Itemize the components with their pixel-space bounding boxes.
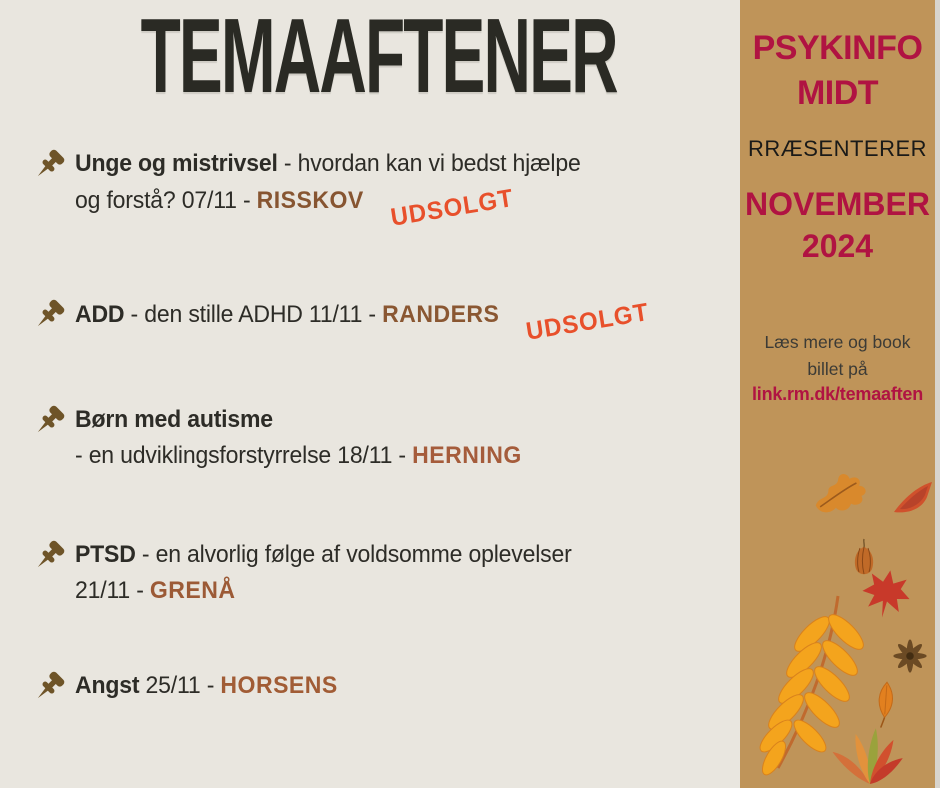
event-location: RANDERS xyxy=(382,301,500,328)
event-date: 25/11 - xyxy=(139,672,221,699)
booking-url: link.rm.dk/temaaften xyxy=(751,384,924,404)
brand-line1: PSYKINFO xyxy=(752,29,923,67)
pushpin-icon xyxy=(28,537,68,577)
event-item-add xyxy=(28,296,718,346)
month-line1: NOVEMBER xyxy=(745,186,930,222)
event-item-boern-med-autisme xyxy=(28,402,718,474)
soldout-badge: UDSOLGT xyxy=(388,183,516,232)
event-location: RISSKOV xyxy=(256,187,364,214)
event-date: og forstå? 07/11 - xyxy=(75,187,257,214)
brand-line2: MIDT xyxy=(796,74,879,112)
month-label xyxy=(740,183,935,267)
event-text xyxy=(75,146,692,232)
event-title: PTSD xyxy=(75,541,136,568)
pushpin-icon xyxy=(28,296,68,336)
pushpin-icon xyxy=(28,668,68,708)
booking-info xyxy=(740,329,935,383)
event-text xyxy=(75,296,692,346)
booking-info-line2: billet på xyxy=(807,359,868,379)
event-title: Unge og mistrivsel xyxy=(75,150,278,177)
event-title: Angst xyxy=(75,672,140,699)
creeper-leaf-icon xyxy=(812,724,930,788)
page-title: TEMAAFTENER xyxy=(140,0,617,115)
maple-leaf-icon xyxy=(856,566,916,624)
event-location: HORSENS xyxy=(220,672,338,699)
event-text xyxy=(75,402,692,474)
soldout-badge: UDSOLGT xyxy=(524,297,651,346)
event-title: ADD xyxy=(75,301,125,328)
event-item-unge-og-mistrivsel xyxy=(28,146,718,232)
event-text xyxy=(75,668,692,704)
event-title: Børn med autisme xyxy=(75,406,273,433)
presents-label: RRÆSENTERER xyxy=(747,136,928,161)
event-description: - den stille ADHD 11/11 - xyxy=(124,301,383,328)
event-location: HERNING xyxy=(412,442,522,469)
sidebar xyxy=(740,0,935,788)
month-line2: 2024 xyxy=(801,228,874,264)
pushpin-icon xyxy=(28,146,68,186)
brand-name xyxy=(740,26,935,116)
event-location: GRENÅ xyxy=(149,577,236,604)
oak-leaf-icon xyxy=(809,462,879,520)
event-description: - hvordan kan vi bedst hjælpe xyxy=(277,150,581,177)
event-item-angst xyxy=(28,668,718,704)
booking-info-line1: Læs mere og book xyxy=(764,332,911,352)
event-date: 21/11 - xyxy=(75,577,150,604)
small-orange-leaf-icon xyxy=(870,679,900,729)
right-edge-strip xyxy=(935,0,940,788)
event-date: - en udviklingsforstyrrelse 18/11 - xyxy=(75,442,413,469)
event-item-ptsd xyxy=(28,537,718,609)
star-anise-icon xyxy=(890,636,930,676)
event-text xyxy=(75,537,692,609)
red-leaf-icon xyxy=(890,480,935,518)
event-description: - en alvorlig følge af voldsomme oplevelser xyxy=(135,541,572,568)
pushpin-icon xyxy=(28,402,68,442)
